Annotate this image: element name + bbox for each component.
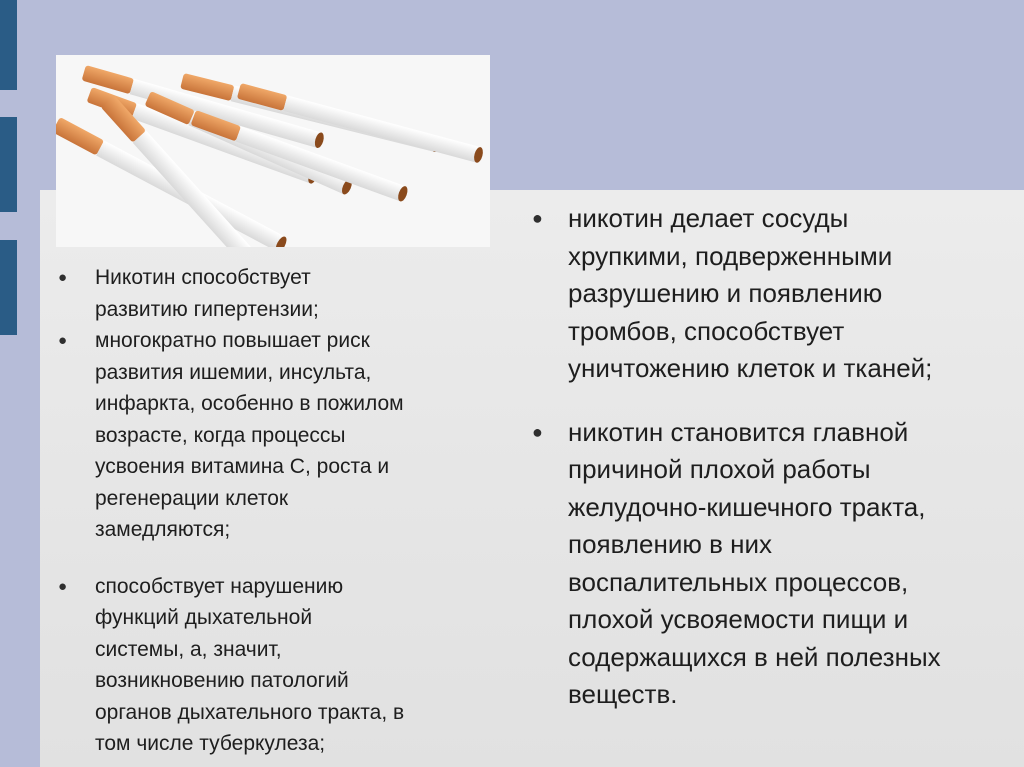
bullet-text: никотин делает сосуды хрупкими, подверженными разрушению и появлению тромбов, способствует уничтожению клеток и тканей; xyxy=(568,203,933,383)
bullet-text: способствует нарушению функций дыхательной системы, а, значит, возникновению патологий органов дыхательного тракта, в том числе туберкулеза; xyxy=(95,574,405,755)
left-accent-bar xyxy=(0,117,17,212)
bullet-icon: ● xyxy=(58,269,68,286)
bullet-text: многократно повышает риск развития ишемии, инсульта, инфаркта, особенно в пожилом возрасте, когда процессы усвоения витамина С, роста и регенерации клеток замедляются; xyxy=(95,329,404,541)
bullet-icon: ● xyxy=(58,332,68,349)
list-item xyxy=(58,325,498,546)
list-item xyxy=(58,571,498,760)
left-bullet-list xyxy=(58,262,498,760)
list-item xyxy=(532,414,1022,714)
bullet-text: никотин становится главной причиной плохой работы желудочно-кишечного тракта, появлению в них воспалительных процессов, плохой усвояемости пищи и содержащихся в ней полезных веществ. xyxy=(568,416,941,709)
left-accent-bar xyxy=(0,0,17,90)
left-accent-bar xyxy=(0,240,17,335)
bullet-text: Никотин способствует развитию гипертензии; xyxy=(95,266,319,321)
cigarettes-photo xyxy=(56,55,490,247)
right-bullet-list xyxy=(532,200,1022,714)
bullet-icon: ● xyxy=(532,208,543,228)
bullet-icon: ● xyxy=(58,577,68,595)
list-item xyxy=(58,262,498,325)
bullet-icon: ● xyxy=(532,421,543,442)
list-item xyxy=(532,200,1022,388)
